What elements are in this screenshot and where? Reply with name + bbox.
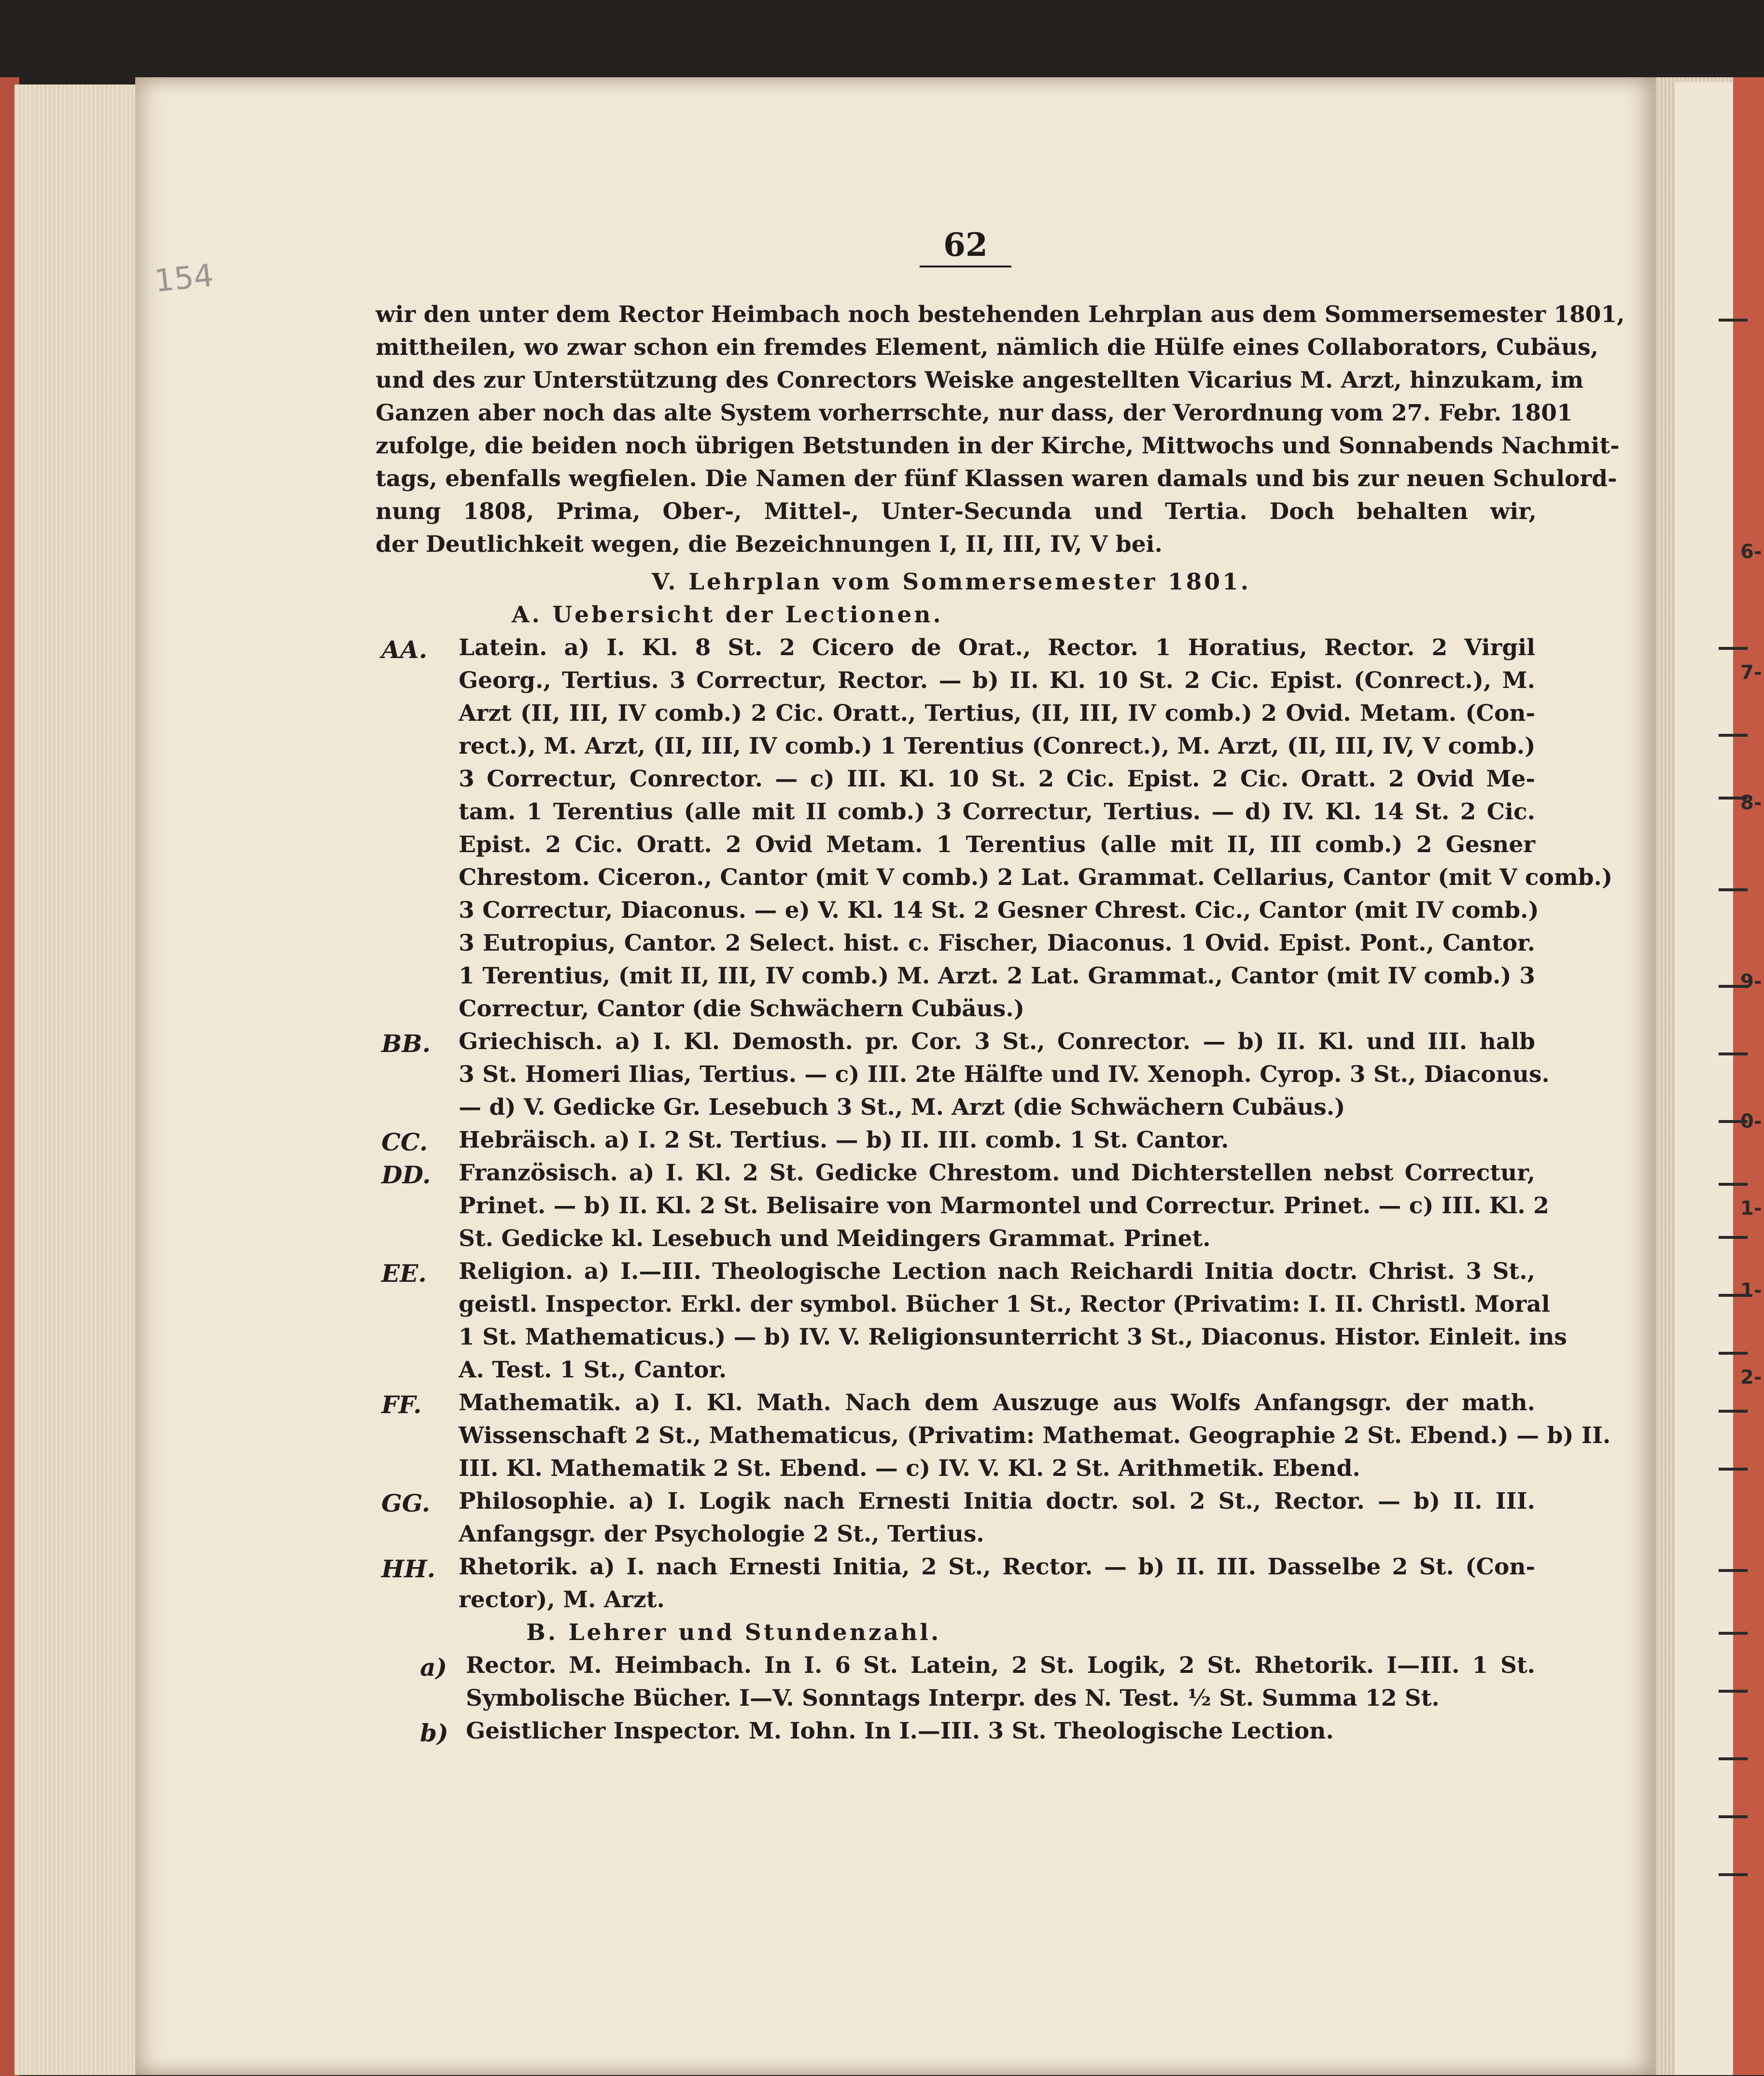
intro-line: mittheilen, wo zwar schon ein fremdes Element, nämlich die Hülfe eines Collaborators, Cubäus,: [376, 334, 1598, 361]
edge-digit: 8-: [1740, 792, 1762, 814]
lesson-line: A. Test. 1 St., Cantor.: [459, 1357, 727, 1383]
lesson-label: GG.: [381, 1489, 431, 1517]
edge-mark: [1719, 319, 1748, 322]
edge-digit: 2-: [1740, 1366, 1762, 1389]
lesson-line: Französisch. a) I. Kl. 2 St. Gedicke Chrestom. und Dichterstellen nebst Correctur,: [459, 1160, 1535, 1186]
lesson-line: III. Kl. Mathematik 2 St. Ebend. — c) IV. V. Kl. 2 St. Arithmetik. Ebend.: [459, 1455, 1360, 1482]
edge-mark: [1719, 1052, 1748, 1055]
teacher-line: Rector. M. Heimbach. In I. 6 St. Latein, 2 St. Logik, 2 St. Rhetorik. I—III. 1 St.: [466, 1652, 1535, 1679]
teacher-line: Symbolische Bücher. I—V. Sonntags Interpr. des N. Test. ½ St. Summa 12 St.: [466, 1685, 1440, 1711]
lesson-line: 1 Terentius, (mit II, III, IV comb.) M. Arzt. 2 Lat. Grammat., Cantor (mit IV comb.) 3: [459, 963, 1535, 989]
book-cover-right: [1733, 77, 1764, 2075]
intro-line: tags, ebenfalls wegfielen. Die Namen der fünf Klassen waren damals und bis zur neuen Schulord-: [376, 465, 1617, 492]
lesson-line: Rhetorik. a) I. nach Ernesti Initia, 2 St., Rector. — b) II. III. Dasselbe 2 St. (Con-: [459, 1554, 1535, 1580]
edge-digit: 1-: [1740, 1279, 1762, 1302]
edge-digit: 7-: [1740, 661, 1762, 684]
intro-line: Ganzen aber noch das alte System vorherrschte, nur dass, der Verordnung vom 27. Febr. 1801: [376, 400, 1573, 426]
lesson-line: Arzt (II, III, IV comb.) 2 Cic. Oratt., Tertius, (II, III, IV comb.) 2 Ovid. Metam. (Con-: [459, 700, 1535, 727]
edge-mark: [1719, 734, 1748, 737]
edge-mark: [1719, 647, 1748, 650]
lesson-label: FF.: [381, 1390, 422, 1419]
subsection-title: B. Lehrer und Stundenzahl.: [526, 1619, 941, 1646]
lesson-label: EE.: [381, 1259, 427, 1288]
lesson-label: HH.: [381, 1555, 435, 1583]
lesson-line: Wissenschaft 2 St., Mathematicus, (Privatim: Mathemat. Geographie 2 St. Ebend.) — b) II.: [459, 1422, 1611, 1449]
lesson-label: AA.: [381, 635, 427, 664]
edge-mark: [1719, 1410, 1748, 1413]
book-page-edges-left: [14, 84, 140, 2075]
scan-background-top: [0, 0, 1764, 87]
lesson-line: Hebräisch. a) I. 2 St. Tertius. — b) II. III. comb. 1 St. Cantor.: [459, 1127, 1229, 1153]
lesson-line: Mathematik. a) I. Kl. Math. Nach dem Auszuge aus Wolfs Anfangsgr. der math.: [459, 1389, 1535, 1416]
lesson-line: Griechisch. a) I. Kl. Demosth. pr. Cor. 3 St., Conrector. — b) II. Kl. und III. halb: [459, 1028, 1535, 1055]
lesson-line: 1 St. Mathematicus.) — b) IV. V. Religionsunterricht 3 St., Diaconus. Histor. Einleit. ins: [459, 1324, 1567, 1350]
lesson-line: Epist. 2 Cic. Oratt. 2 Ovid Metam. 1 Terentius (alle mit II, III comb.) 2 Gesner: [459, 831, 1535, 858]
intro-line: zufolge, die beiden noch übrigen Betstunden in der Kirche, Mittwochs und Sonnabends Nachmit-: [376, 433, 1620, 459]
lesson-line: 3 St. Homeri Ilias, Tertius. — c) III. 2te Hälfte und IV. Xenoph. Cyrop. 3 St., Diaconus.: [459, 1061, 1550, 1088]
edge-digit: 6-: [1740, 541, 1762, 563]
teacher-label: b): [420, 1719, 448, 1747]
lesson-label: DD.: [381, 1161, 431, 1189]
edge-mark: [1719, 1468, 1748, 1471]
lesson-line: geistl. Inspector. Erkl. der symbol. Bücher 1 St., Rector (Privatim: I. II. Christl. Moral: [459, 1291, 1550, 1318]
lesson-label: BB.: [381, 1029, 431, 1058]
teacher-line: Geistlicher Inspector. M. Iohn. In I.—III. 3 St. Theologische Lection.: [466, 1718, 1334, 1744]
edge-mark: [1719, 1873, 1748, 1876]
section-title: V. Lehrplan vom Sommersemester 1801.: [652, 569, 1251, 595]
pencil-annotation: 154: [153, 257, 215, 300]
edge-mark: [1719, 1183, 1748, 1186]
edge-mark: [1719, 1352, 1748, 1355]
lesson-line: St. Gedicke kl. Lesebuch und Meidingers Grammat. Prinet.: [459, 1225, 1211, 1252]
lesson-line: Prinet. — b) II. Kl. 2 St. Belisaire von Marmontel und Correctur. Prinet. — c) III. Kl. 2: [459, 1192, 1549, 1219]
lesson-line: Philosophie. a) I. Logik nach Ernesti Initia doctr. sol. 2 St., Rector. — b) II. III.: [459, 1488, 1535, 1515]
subsection-title: A. Uebersicht der Lectionen.: [512, 602, 943, 628]
edge-mark: [1719, 1236, 1748, 1239]
lesson-line: 3 Eutropius, Cantor. 2 Select. hist. c. Fischer, Diaconus. 1 Ovid. Epist. Pont., Cantor.: [459, 930, 1535, 956]
intro-line: nung 1808, Prima, Ober-, Mittel-, Unter-Secunda und Tertia. Doch behalten wir,: [376, 498, 1537, 525]
intro-line: der Deutlichkeit wegen, die Bezeichnungen I, II, III, IV, V bei.: [376, 531, 1162, 558]
lesson-line: Anfangsgr. der Psychologie 2 St., Tertius.: [459, 1521, 984, 1547]
lesson-line: Chrestom. Ciceron., Cantor (mit V comb.) 2 Lat. Grammat. Cellarius, Cantor (mit V comb.): [459, 864, 1613, 891]
lesson-label: CC.: [381, 1128, 428, 1156]
lesson-line: rector), M. Arzt.: [459, 1586, 665, 1613]
lesson-line: — d) V. Gedicke Gr. Lesebuch 3 St., M. Arzt (die Schwächern Cubäus.): [459, 1094, 1345, 1121]
teacher-label: a): [420, 1653, 448, 1682]
edge-mark: [1719, 1569, 1748, 1572]
edge-digit: 0-: [1740, 1110, 1762, 1133]
edge-mark: [1719, 888, 1748, 891]
intro-line: und des zur Unterstützung des Conrectors Weiske angestellten Vicarius M. Arzt, hinzukam, im: [376, 367, 1584, 393]
lesson-line: Georg., Tertius. 3 Correctur, Rector. — b) II. Kl. 10 St. 2 Cic. Epist. (Conrect.), M.: [459, 667, 1535, 694]
edge-mark: [1719, 1690, 1748, 1693]
edge-mark: [1719, 1815, 1748, 1818]
lesson-line: 3 Correctur, Diaconus. — e) V. Kl. 14 St. 2 Gesner Chrest. Cic., Cantor (mit IV comb.): [459, 897, 1539, 924]
lesson-line: Correctur, Cantor (die Schwächern Cubäus.): [459, 996, 1024, 1022]
edge-digit: 1-: [1740, 1197, 1762, 1220]
lesson-line: Latein. a) I. Kl. 8 St. 2 Cicero de Orat., Rector. 1 Horatius, Rector. 2 Virgil: [459, 634, 1535, 661]
lesson-line: Religion. a) I.—III. Theologische Lection nach Reichardi Initia doctr. Christ. 3 St.,: [459, 1258, 1535, 1285]
next-page-edge: [1675, 82, 1733, 2075]
lesson-line: 3 Correctur, Conrector. — c) III. Kl. 10 St. 2 Cic. Epist. 2 Cic. Oratt. 2 Ovid Me-: [459, 766, 1535, 792]
edge-digit: 9-: [1740, 970, 1762, 993]
edge-mark: [1719, 1757, 1748, 1760]
lesson-line: rect.), M. Arzt, (II, III, IV comb.) 1 Terentius (Conrect.), M. Arzt, (II, III, IV, V comb.): [459, 733, 1536, 759]
edge-mark: [1719, 1632, 1748, 1635]
page-number: 62: [920, 226, 1011, 267]
intro-line: wir den unter dem Rector Heimbach noch bestehenden Lehrplan aus dem Sommersemester 1801,: [376, 301, 1625, 328]
lesson-line: tam. 1 Terentius (alle mit II comb.) 3 Correctur, Tertius. — d) IV. Kl. 14 St. 2 Cic.: [459, 799, 1535, 825]
